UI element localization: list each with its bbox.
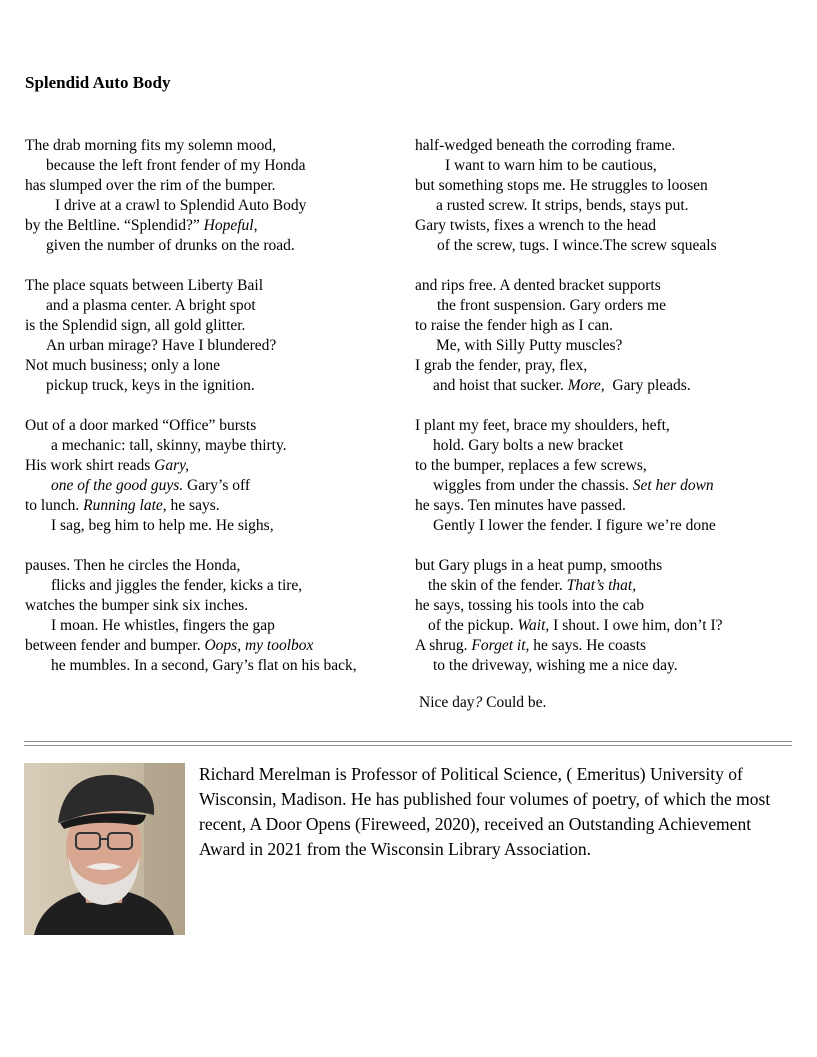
poem-line	[415, 656, 805, 676]
italic-text: Set her down	[632, 477, 714, 494]
poem-line	[25, 356, 405, 376]
poem-line	[415, 196, 805, 216]
line-text: Could be.	[482, 694, 547, 711]
line-text: Not much business; only a lone	[25, 357, 221, 374]
stanza	[25, 276, 405, 396]
poem-line	[25, 456, 405, 476]
line-text: has slumped over the rim of the bumper.	[25, 177, 276, 194]
line-text: The place squats between Liberty Bail	[25, 277, 264, 294]
line-text: to the bumper, replaces a few screws,	[415, 457, 647, 474]
poem-line	[415, 136, 805, 156]
line-text: Gently I lower the fender. I figure we’re done	[433, 517, 716, 534]
stanza	[415, 416, 805, 536]
line-text: I moan. He whistles, fingers the gap	[51, 617, 275, 634]
line-text: to raise the fender high as I can.	[415, 317, 613, 334]
stanza	[25, 556, 405, 676]
italic-text: More,	[567, 377, 605, 394]
section-divider	[24, 741, 792, 746]
line-text: and hoist that sucker.	[433, 377, 568, 394]
line-text: he says. Ten minutes have passed.	[415, 497, 626, 514]
line-text: Out of a door marked “Office” bursts	[25, 417, 257, 434]
stanza	[415, 136, 805, 256]
poem-line	[25, 416, 405, 436]
line-text: I shout. I owe him, don’t I?	[549, 617, 723, 634]
poem-line	[415, 236, 805, 256]
stanza	[25, 136, 405, 256]
line-text: Nice day	[419, 694, 475, 711]
line-text: Gary twists, fixes a wrench to the head	[415, 217, 657, 234]
italic-text: Hopeful,	[203, 217, 258, 234]
italic-text: ?	[474, 694, 483, 711]
poem-line	[415, 456, 805, 476]
line-text: The drab morning fits my solemn mood,	[25, 137, 276, 154]
line-text: to lunch.	[25, 497, 84, 514]
poem-line	[415, 416, 805, 436]
line-text: but something stops me. He struggles to loosen	[415, 177, 708, 194]
poem-line	[415, 376, 805, 396]
poem-line	[415, 356, 805, 376]
line-text: Me, with Silly Putty muscles?	[436, 337, 623, 354]
poem-line	[415, 476, 805, 496]
poem-line	[415, 616, 805, 636]
italic-text: Wait,	[517, 617, 550, 634]
poem-line	[415, 636, 805, 656]
poem-line	[25, 276, 405, 296]
line-text: he mumbles. In a second, Gary’s flat on his back,	[51, 657, 357, 674]
italic-text: Gary,	[154, 457, 190, 474]
poem-line	[415, 216, 805, 236]
line-text: a mechanic: tall, skinny, maybe thirty.	[51, 437, 287, 454]
poem-line	[25, 336, 405, 356]
poem-left-column	[25, 136, 405, 696]
line-text: he says. He coasts	[529, 637, 647, 654]
poem-line	[415, 276, 805, 296]
poem-line	[25, 316, 405, 336]
poem-line	[25, 176, 405, 196]
poem-line	[25, 656, 405, 676]
author-photo	[24, 763, 185, 935]
line-text: hold. Gary bolts a new bracket	[433, 437, 624, 454]
line-text: by the Beltline. “Splendid?”	[25, 217, 204, 234]
poem-line	[415, 556, 805, 576]
poem-line	[415, 336, 805, 356]
line-text: is the Splendid sign, all gold glitter.	[25, 317, 246, 334]
line-text: His work shirt reads	[25, 457, 155, 474]
poem-line	[25, 196, 405, 216]
poem-line	[415, 176, 805, 196]
line-text: pickup truck, keys in the ignition.	[46, 377, 255, 394]
line-text: I plant my feet, brace my shoulders, heft,	[415, 417, 670, 434]
line-text: wiggles from under the chassis.	[433, 477, 633, 494]
line-text: the front suspension. Gary orders me	[437, 297, 667, 314]
line-text: given the number of drunks on the road.	[46, 237, 295, 254]
poem-line	[25, 636, 405, 656]
line-text: watches the bumper sink six inches.	[25, 597, 248, 614]
poem-line	[25, 596, 405, 616]
poem-line	[25, 616, 405, 636]
line-text: the skin of the fender.	[428, 577, 567, 594]
poem-line	[25, 156, 405, 176]
poem-line	[415, 516, 805, 536]
line-text: because the left front fender of my Honda	[46, 157, 306, 174]
line-text: he says, tossing his tools into the cab	[415, 597, 645, 614]
line-text: and rips free. A dented bracket supports	[415, 277, 661, 294]
poem-line	[25, 556, 405, 576]
stanza	[415, 276, 805, 396]
poem-line	[25, 296, 405, 316]
line-text: between fender and bumper.	[25, 637, 205, 654]
line-text: I want to warn him to be cautious,	[445, 157, 657, 174]
poem-right-column	[415, 136, 805, 696]
line-text: of the screw, tugs. I wince.The screw squeals	[437, 237, 717, 254]
poem-line	[415, 436, 805, 456]
poem-line	[415, 316, 805, 336]
line-text: pauses. Then he circles the Honda,	[25, 557, 241, 574]
line-text: he says.	[166, 497, 220, 514]
line-text: I sag, beg him to help me. He sighs,	[51, 517, 274, 534]
poem-line	[25, 516, 405, 536]
italic-text: one of the good guys.	[51, 477, 184, 494]
line-text: Gary’s off	[183, 477, 251, 494]
line-text: A shrug.	[415, 637, 472, 654]
poem-line	[25, 136, 405, 156]
poem-line	[415, 596, 805, 616]
line-text: but Gary plugs in a heat pump, smooths	[415, 557, 663, 574]
italic-text: Oops, my toolbox	[204, 637, 314, 654]
line-text: I grab the fender, pray, flex,	[415, 357, 588, 374]
stanza	[415, 556, 805, 676]
poem-title: Splendid Auto Body	[25, 73, 171, 92]
poem-line	[25, 436, 405, 456]
poem-line	[415, 296, 805, 316]
line-text: a rusted screw. It strips, bends, stays put.	[436, 197, 689, 214]
poem-line	[415, 496, 805, 516]
line-text: and a plasma center. A bright spot	[46, 297, 256, 314]
poem-line	[415, 156, 805, 176]
poem-final-line	[419, 694, 546, 712]
poem-line	[25, 376, 405, 396]
line-text: to the driveway, wishing me a nice day.	[433, 657, 678, 674]
line-text: I drive at a crawl to Splendid Auto Body	[55, 197, 307, 214]
stanza	[25, 416, 405, 536]
italic-text: Running late,	[83, 497, 167, 514]
line-text: flicks and jiggles the fender, kicks a tire,	[51, 577, 303, 594]
poem-line	[25, 496, 405, 516]
italic-text: Forget it,	[471, 637, 530, 654]
poem-line	[25, 216, 405, 236]
line-text: Gary pleads.	[604, 377, 691, 394]
italic-text: That’s that,	[566, 577, 637, 594]
author-bio: Richard Merelman is Professor of Political Science, ( Emeritus) University of Wisconsin, Madison. He has published four volumes of poetry, of which the most recent, A Door Opens (Fireweed, 2020), received an Outstanding Achievement Award in 2021 from the Wisconsin Library Association.	[199, 764, 771, 859]
poem-line	[415, 576, 805, 596]
poem-line	[25, 476, 405, 496]
line-text: half-wedged beneath the corroding frame.	[415, 137, 676, 154]
line-text: of the pickup.	[428, 617, 518, 634]
poem-line	[25, 236, 405, 256]
line-text: An urban mirage? Have I blundered?	[46, 337, 277, 354]
poem-line	[25, 576, 405, 596]
